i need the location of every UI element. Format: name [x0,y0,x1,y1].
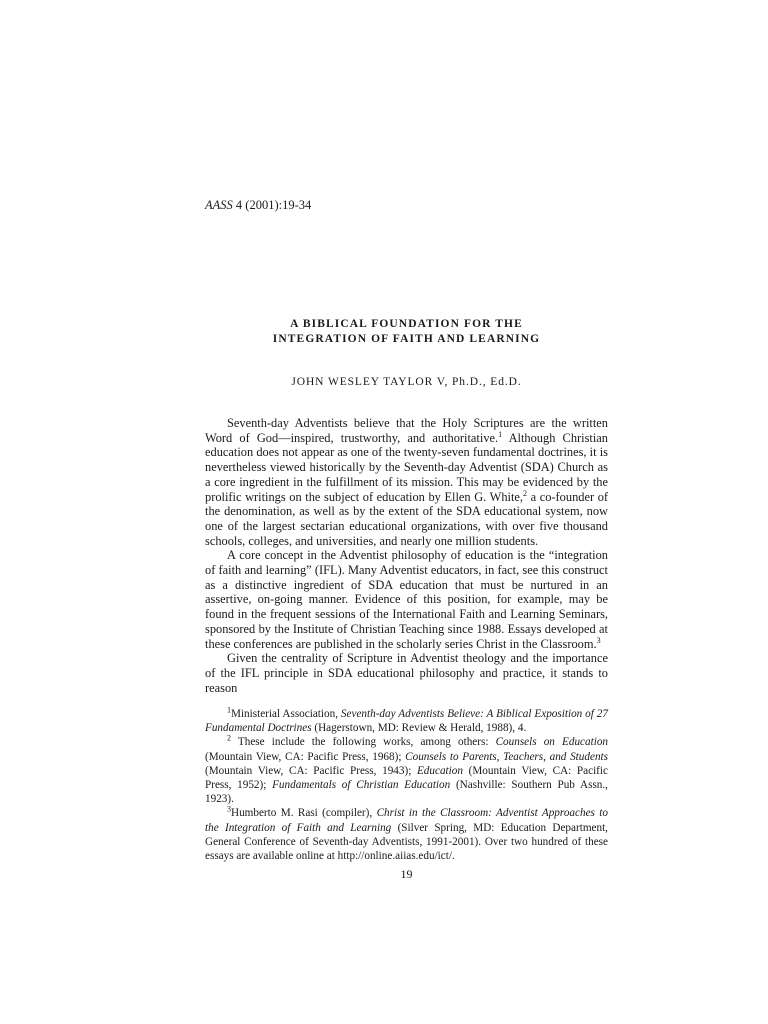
footnote-2-text-b: (Mountain View, CA: Pacific Press, 1968); [205,750,406,763]
footnote-3-number: 3 [227,804,231,814]
footnote-2-text-c: (Mountain View, CA: Pacific Press, 1943); [205,764,417,777]
footnote-2-text-a: These include the following works, among others: [231,736,496,749]
paragraph-1-text-a: Seventh-day Adventists believe that the Holy Scriptures are the written Word of God—inspired, trustworthy, and authoritative. [205,416,608,445]
footnote-ref-3: 3 [596,635,601,645]
paragraph-1-text-b: Although Christian education does not appear as one of the twenty-seven fundamental doctrines, it is nevertheless viewed historically by the Seventh-day Adventist (SDA) Church as a core ingredient in the fulfillment of its mission. This may be evidenced by the prolific writings on the subject of education by Ellen G. White, [205,430,608,504]
paragraph-3 [205,651,608,695]
footnote-1-italic-a: Seventh-day Adventists Believe: A Biblical Exposition of 27 Fundamental Doctrines [205,708,608,735]
footnote-3-italic-a: Christ in the Classroom: Adventist Approaches to the Integration of Faith and Learning [205,807,608,834]
footnote-1-text-a: Ministerial Association, [231,708,341,720]
footnote-1-text-b: (Hagerstown, MD: Review & Herald, 1988), 4. [311,722,527,735]
footnote-3-text-b: (Silver Spring, MD: Education Department, General Conference of Seventh-day Adventists, 1991-2001). Over two hundred of these essays are available online at http://online.aiias.edu/ict/. [205,821,608,863]
footnote-ref-2: 2 [523,488,528,498]
article-title [205,317,608,347]
footnote-2-text-d: (Mountain View, CA: Pacific Press, 1952); [205,764,608,792]
page-number: 19 [400,867,413,881]
footnote-3-text-a: Humberto M. Rasi (compiler), [231,807,377,820]
journal-volume: 4 (2001):19-34 [235,198,312,212]
paragraph-2 [205,548,608,651]
footnote-2 [205,735,608,806]
footnote-1-number: 1 [227,705,231,715]
article-body [205,416,608,695]
footnotes [205,707,608,863]
footnote-2-text-e: (Nashville: Southern Pub Assn., 1923). [205,779,608,806]
footnote-2-number: 2 [227,733,231,743]
paragraph-1-text-c: a co-founder of the denomination, as well as by the extent of the SDA educational system, now one of the largest sectarian educational organizations, with over five thousand schools, colleges, and universities, and nearly one million students. [205,489,609,548]
footnote-1 [205,707,608,735]
paragraph-3-text-a: Given the centrality of Scripture in Adventist theology and the importance of the IFL principle in SDA educational philosophy and practice, it stands to reason [205,651,608,695]
journal-abbrev: AASS [205,198,233,212]
footnote-2-italic-c: Education [416,764,463,777]
footnote-2-italic-a: Counsels on Education [495,736,609,749]
footnote-2-italic-b: Counsels to Parents, Teachers, and Students [405,750,608,763]
title-line-2: INTEGRATION OF FAITH AND LEARNING [272,333,541,345]
paragraph-2-text-a: A core concept in the Adventist philosophy of education is the “integration of faith and learning” (IFL). Many Adventist educators, in fact, see this construct as a distinctive ingredient of SDA education that must be nurtured in an assertive, on-going manner. Evidence of this position, for example, may be found in the frequent sessions of the International Faith and Learning Seminars, sponsored by the Institute of Christian Teaching since 1988. Essays developed at these conferences are published in the scholarly series Christ in the Classroom. [205,548,608,651]
author-byline: JOHN WESLEY TAYLOR V, Ph.D., Ed.D. [291,376,522,388]
footnote-2-italic-d: Fundamentals of Christian Education [272,779,451,792]
paragraph-1 [205,416,608,548]
footnote-3 [205,806,608,863]
title-line-1: A BIBLICAL FOUNDATION FOR THE [290,318,523,330]
journal-citation [205,198,311,213]
footnote-ref-1: 1 [498,429,503,439]
